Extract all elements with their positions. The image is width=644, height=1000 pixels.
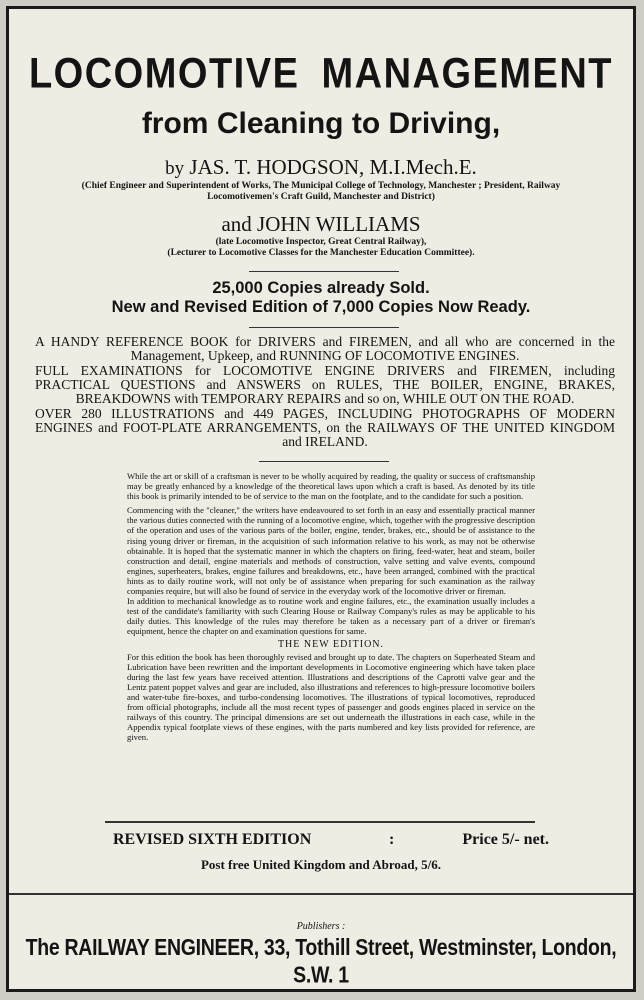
first-author — [9, 155, 633, 180]
publishers-label: Publishers : — [296, 921, 346, 932]
postage-info: Post free United Kingdom and Abroad, 5/6. — [200, 857, 442, 872]
second-author-credentials-line2: (Lecturer to Locomotive Classes for the Manchester Education Committee). — [167, 248, 475, 258]
feature-item: FULL EXAMINATIONS for LOCOMOTIVE ENGINE DRIVERS and FIREMEN, including PRACTICAL QUESTIONS and ANSWERS on RULES, THE BOILER, ENGINE, BRAKES, BREAKDOWNS with TEMPORARY REPAIRS and so on, WHILE OUT ON THE ROAD. — [35, 363, 615, 406]
divider — [249, 327, 399, 328]
publisher-address: The RAILWAY ENGINEER, 33, Tothill Street, Westminster, London, S.W. 1 — [25, 934, 617, 989]
price-label: Price 5/- net. — [462, 831, 549, 848]
second-author-credentials-line1: (late Locomotive Inspector, Great Central Railway), — [215, 237, 427, 247]
body-paragraph: For this edition the book has been thoroughly revised and brought up to date. The chapters on Superheated Steam and Lubrication have been rewritten and the important developments in Locomotive engineering which have taken place during the last few years have received attention. Illustrations and descriptions of the Caprotti valve gear and the Lentz patent poppet valves and gear are included, also illustrations and references to high-pressure locomotive boilers and water-tube fire-boxes, and turbo-condensing locomotives. The illustrations of typical locomotives, reproduced from official photographs, include all the most recent types of passenger and goods engines placed in service on the railways of this country. The principal dimensions are set out underneath the illustrations in each case, while in the Appendix typical footplate views of these engines, with the parts numbered and key lists provided for reference, are given. — [127, 651, 535, 743]
first-author-credentials-line2: Locomotivemen's Craft Guild, Manchester and District) — [207, 192, 435, 202]
body-paragraph: While the art or skill of a craftsman is never to be wholly acquired by reading, the quality or success of craftsmanship may be greatly enhanced by a knowledge of the theoretical laws upon which a craft is based. As denoted by its title this book is primarily intended to be of service to the man on the footplate, and to the candidate for such a position. — [127, 471, 535, 502]
first-author-name: JAS. T. HODGSON, M.I.Mech.E. — [189, 155, 477, 179]
second-author-name: and JOHN WILLIAMS — [221, 212, 421, 236]
body-paragraph: In addition to mechanical knowledge as to routine work and engine failures, etc., the examination usually includes a test of the candidate's familiarity with such Clearing House or Railway Company's rules as may be applicable to his daily duties. This knowledge of the rules may therefore be taken as a necessary part of a driver or fireman's equipment, hence the chapter on and examination questions for same. — [127, 596, 535, 637]
first-author-credentials-line1: (Chief Engineer and Superintendent of Works, The Municipal College of Technology, Manchester ; President, Railway — [81, 181, 561, 191]
divider — [105, 821, 535, 823]
description-body — [127, 471, 535, 742]
copies-sold: 25,000 Copies already Sold. — [212, 279, 430, 297]
copies-announcement — [9, 279, 633, 317]
first-author-credentials — [29, 181, 613, 203]
edition-label: REVISED SIXTH EDITION — [113, 831, 312, 848]
divider — [9, 893, 633, 895]
divider — [259, 461, 389, 462]
book-subtitle: from Cleaning to Driving, — [141, 107, 501, 140]
feature-item: OVER 280 ILLUSTRATIONS and 449 PAGES, INCLUDING PHOTOGRAPHS OF MODERN ENGINES and FOOT-PLATE ARRANGEMENTS, on the RAILWAYS OF THE UNITED KINGDOM and IRELAND. — [35, 406, 615, 449]
second-author-credentials — [29, 237, 613, 259]
new-edition-ready: New and Revised Edition of 7,000 Copies Now Ready. — [111, 298, 531, 316]
body-paragraph: Commencing with the "cleaner," the writers have endeavoured to set forth in an easy and essentially practical manner the various duties connected with the running of a locomotive engine, which, together with the progressive description of the operation and uses of the various parts of the boiler, engine, tender, brakes, etc., should be of assistance to the rising young driver or fireman, in the acquisition of such information relative to his work, as may not be otherwise obtainable. It is hoped that the systematic manner in which the chapters on firing, feed-water, heat and steam, boiler construction and detail, engine materials and methods of construction, valve setting and valve events, compound engines, superheaters, brakes, engine failures and breakdowns, etc., have been arranged, combined with the practical hints as to daily routine work, will not only be of assistance when preparing for such examination as the railway companies require, but will also be found of service in the everyday work of the locomotive driver or fireman. — [127, 505, 535, 597]
features-list — [35, 335, 615, 450]
feature-item: A HANDY REFERENCE BOOK for DRIVERS and FIREMEN, and all who are concerned in the Management, Upkeep, and RUNNING OF LOCOMOTIVE ENGINES. — [35, 334, 615, 363]
separator: : — [389, 831, 395, 848]
divider — [249, 271, 399, 272]
book-title: LOCOMOTIVE MANAGEMENT — [28, 50, 614, 98]
by-label: by — [165, 158, 185, 179]
advertisement-page — [6, 6, 636, 992]
new-edition-heading: THE NEW EDITION. — [277, 638, 385, 650]
